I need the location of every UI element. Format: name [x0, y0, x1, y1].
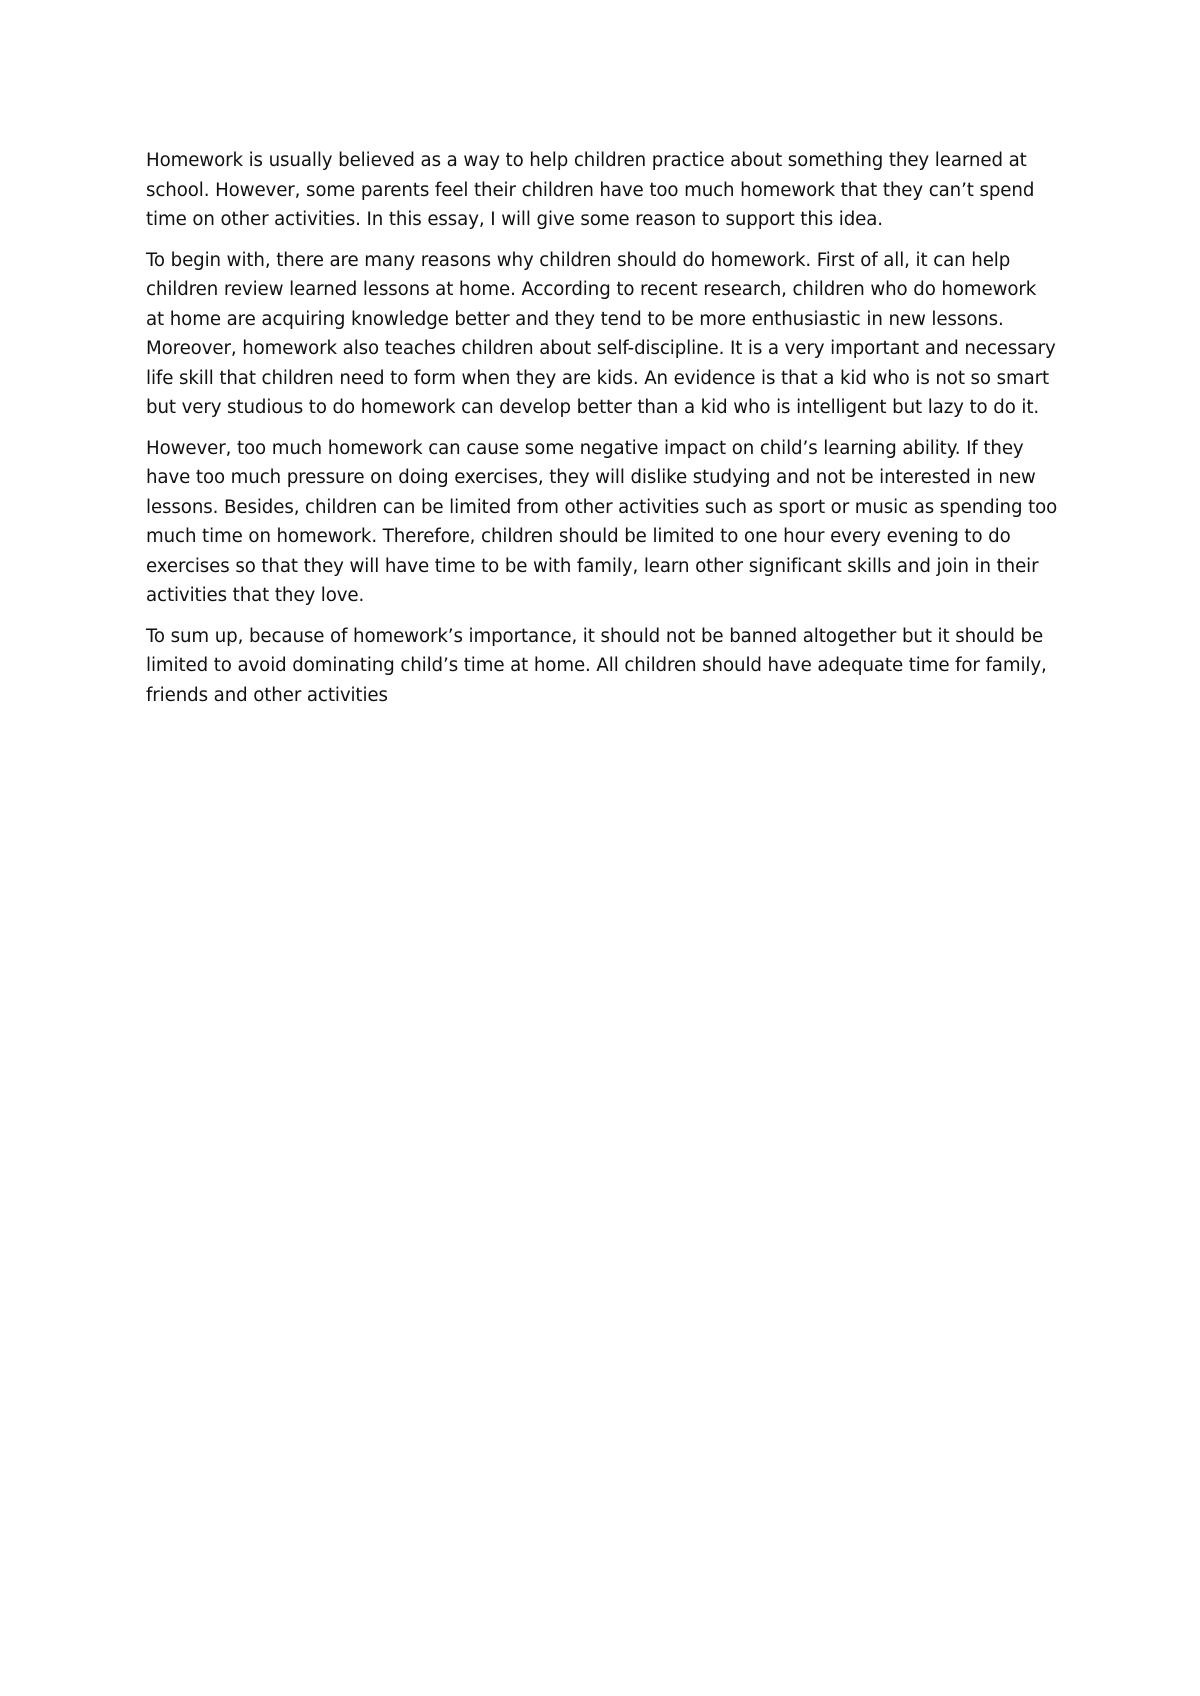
text-line: much time on homework. Therefore, children should be limited to one hour every evening to do	[146, 526, 1011, 547]
text-line: at home are acquiring knowledge better and they tend to be more enthusiastic in new lessons.	[146, 308, 1004, 330]
text-line: activities that they love.	[146, 585, 365, 606]
paragraph-conclusion	[146, 622, 1056, 711]
text-line: However, too much homework can cause some negative impact on child’s learning ability. If they	[146, 437, 1024, 459]
text-line: life skill that children need to form when they are kids. An evidence is that a kid who is not so smart	[146, 367, 1050, 389]
text-line: time on other activities. In this essay, I will give some reason to support this idea.	[146, 209, 883, 230]
text-line: exercises so that they will have time to be with family, learn other significant skills and join in their	[146, 555, 1039, 577]
text-line: limited to avoid dominating child’s time at home. All children should have adequate time for family,	[146, 655, 1047, 676]
text-line: friends and other activities	[146, 684, 388, 706]
text-line: lessons. Besides, children can be limited from other activities such as sport or music as spending too	[146, 496, 1058, 518]
paragraph-drawbacks	[146, 434, 1056, 611]
text-line: To begin with, there are many reasons why children should do homework. First of all, it can help	[146, 249, 1011, 271]
text-line: but very studious to do homework can develop better than a kid who is intelligent but lazy to do it.	[146, 397, 1040, 418]
text-line: To sum up, because of homework’s importance, it should not be banned altogether but it should be	[146, 625, 1044, 647]
paragraph-introduction	[146, 146, 1056, 235]
paragraph-benefits	[146, 246, 1056, 423]
text-line: children review learned lessons at home. According to recent research, children who do homework	[146, 279, 1037, 300]
text-line: school. However, some parents feel their children have too much homework that they can’t spend	[146, 179, 1035, 201]
text-line: have too much pressure on doing exercises, they will dislike studying and not be interested in new	[146, 467, 1036, 488]
text-line: Homework is usually believed as a way to help children practice about something they learned at	[146, 150, 1027, 171]
document-body	[146, 146, 1056, 721]
text-line: Moreover, homework also teaches children about self-discipline. It is a very important and necessary	[146, 338, 1056, 359]
